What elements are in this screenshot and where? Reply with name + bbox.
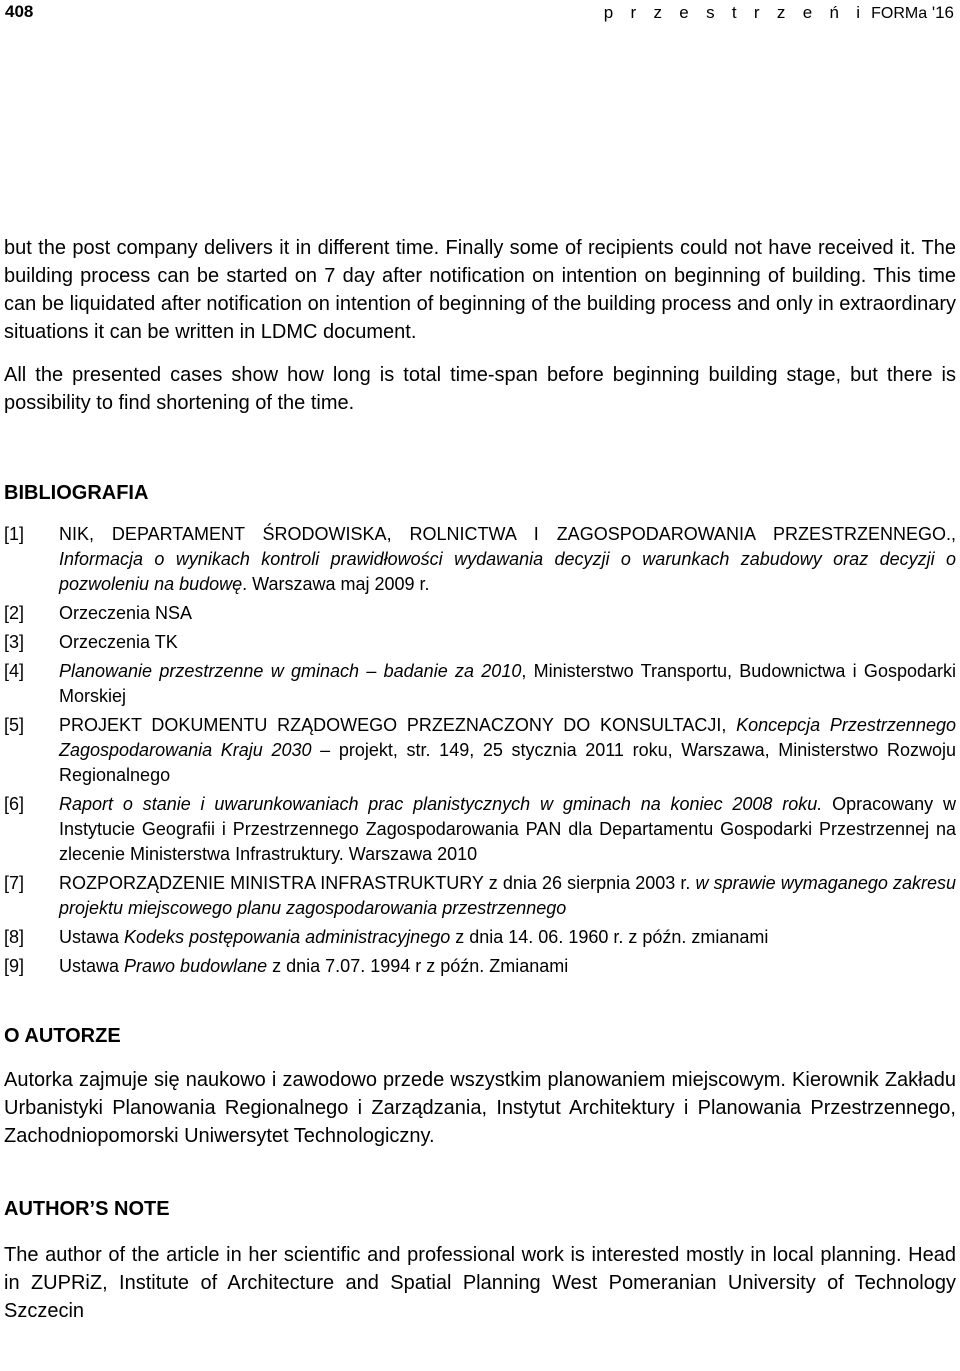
about-author-heading: O AUTORZE xyxy=(4,1025,121,1047)
bib-number: [2] xyxy=(4,603,25,623)
bib-number: [6] xyxy=(4,794,25,814)
bibliography-item xyxy=(4,659,956,709)
bib-plain: PROJEKT DOKUMENTU RZĄDOWEGO PRZEZNACZONY DO KONSULTACJI, xyxy=(59,715,727,735)
article-body xyxy=(4,234,956,1325)
about-author-text: Autorka zajmuje się naukowo i zawodowo przede wszystkim planowaniem miejscowym. Kierownik Zakładu Urbanistyki Planowania Regionalnego i Zarządzania, Instytut Architektury i Planowania Przestrzennego, Zachodniopomorski Uniwersytet Technologiczny. xyxy=(4,1069,956,1147)
bibliography-item xyxy=(4,792,956,867)
bibliography-heading: BIBLIOGRAFIA xyxy=(4,482,149,504)
bib-plain: ROZPORZĄDZENIE MINISTRA INFRASTRUKTURY z dnia 26 sierpnia 2003 r. xyxy=(59,873,691,893)
bibliography-item xyxy=(4,871,956,921)
body-paragraph: but the post company delivers it in different time. Finally some of recipients could not have received it. The building process can be started on 7 day after notification on intention on beginning of building. This time can be liquidated after notification on intention of beginning of the building process and only in extraordinary situations it can be written in LDMC document. xyxy=(4,237,956,343)
bib-italic: Planowanie przestrzenne w gminach – badanie za 2010 xyxy=(59,661,522,681)
bib-text xyxy=(59,954,956,979)
bib-text xyxy=(59,713,956,788)
journal-title-forma: FORMa xyxy=(871,5,928,22)
bib-plain: Ustawa xyxy=(59,956,120,976)
bib-number: [4] xyxy=(4,661,25,681)
journal-title-spaced: p r z e s t r z e ń i xyxy=(603,3,867,22)
bibliography-item xyxy=(4,713,956,788)
page-number: 408 xyxy=(5,2,34,21)
author-note-text: The author of the article in her scientific and professional work is interested mostly in local planning. Head in ZUPRiZ, Institute of Architecture and Spatial Planning West Pomeranian University of Technology Szczecin xyxy=(4,1244,956,1322)
bib-number: [8] xyxy=(4,927,25,947)
author-note-heading: AUTHOR’S NOTE xyxy=(4,1198,170,1220)
bibliography-item xyxy=(4,630,956,655)
bibliography-item xyxy=(4,954,956,979)
bib-text xyxy=(59,871,956,921)
bib-italic: w sprawie wymaganego zakresu projektu miejscowego planu zagospodarowania przestrzennego xyxy=(59,873,956,918)
bib-text xyxy=(59,522,956,597)
bib-plain: Ustawa xyxy=(59,927,120,947)
journal-title xyxy=(604,3,954,23)
bib-number: [7] xyxy=(4,873,25,893)
bib-text xyxy=(59,630,956,655)
bib-number: [5] xyxy=(4,715,25,735)
bib-plain: z dnia 14. 06. 1960 r. z późn. zmianami xyxy=(450,927,769,947)
bibliography-list xyxy=(4,522,956,979)
bib-italic: Prawo budowlane xyxy=(119,956,268,976)
bibliography-item xyxy=(4,925,956,950)
bib-text xyxy=(59,601,956,626)
journal-year: '16 xyxy=(931,3,954,22)
bib-plain: Opracowany w Instytucie Geografii i Przestrzennego Zagospodarowania PAN dla Departamentu Gospodarki Przestrzennej na zlecenie Ministerstwa Infrastruktury. Warszawa 2010 xyxy=(59,794,956,864)
bib-plain: Orzeczenia TK xyxy=(59,632,178,652)
bib-italic: Raport o stanie i uwarunkowaniach prac planistycznych w gminach na koniec 2008 roku. xyxy=(59,794,823,814)
bibliography-item xyxy=(4,522,956,597)
bib-plain: , Ministerstwo Transportu, Budownictwa i Gospodarki Morskiej xyxy=(59,661,956,706)
bib-plain: NIK, DEPARTAMENT ŚRODOWISKA, ROLNICTWA I ZAGOSPODAROWANIA PRZESTRZENNEGO., xyxy=(59,524,956,544)
bib-text xyxy=(59,659,956,709)
page-header xyxy=(0,0,960,30)
bib-number: [9] xyxy=(4,956,25,976)
bib-italic: Koncepcja Przestrzennego Zagospodarowania Kraju 2030 – xyxy=(59,715,956,760)
bib-plain: z dnia 7.07. 1994 r z późn. Zmianami xyxy=(267,956,569,976)
bib-text xyxy=(59,792,956,867)
bib-italic: Kodeks postępowania administracyjnego xyxy=(119,927,451,947)
bib-plain: Orzeczenia NSA xyxy=(59,603,193,623)
bib-text xyxy=(59,925,956,950)
bib-number: [1] xyxy=(4,524,25,544)
bib-number: [3] xyxy=(4,632,25,652)
bib-plain: projekt, str. 149, 25 stycznia 2011 roku, Warszawa, Ministerstwo Rozwoju Regionalnego xyxy=(59,740,956,785)
bib-plain: . Warszawa maj 2009 r. xyxy=(242,574,430,594)
bib-italic: Informacja o wynikach kontroli prawidłowości wydawania decyzji o warunkach zabudowy oraz decyzji o pozwoleniu na budowę xyxy=(59,549,956,594)
bibliography-item xyxy=(4,601,956,626)
body-paragraph: All the presented cases show how long is total time-span before beginning building stage, but there is possibility to find shortening of the time. xyxy=(4,364,956,414)
